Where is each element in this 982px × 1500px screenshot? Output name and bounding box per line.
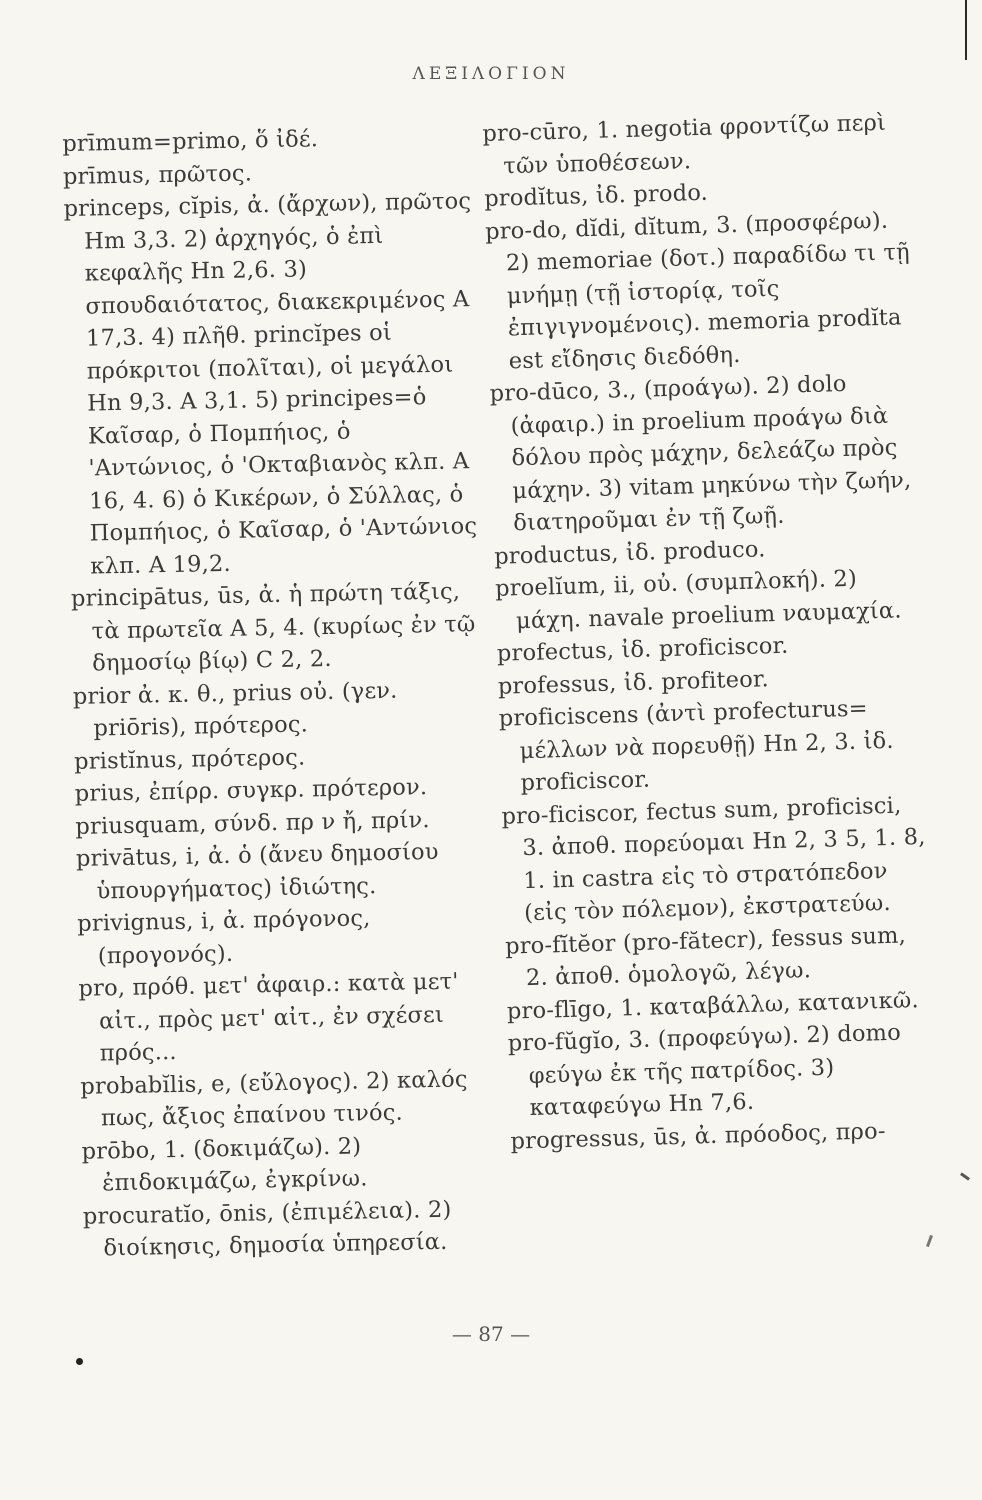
dictionary-entry: pro-ficiscor, fectus sum, proficisci, 3. ἀποθ. πορεύομαι Hn 2, 3 5, 1. 8, 1. in castra εἰς τὸ στρατόπεδον (εἰς τὸν πόλεμον), ἐκστρατεύω. — [501, 792, 926, 927]
page-header: ΛΕΞΙΛΟΓΙΟΝ — [412, 64, 570, 84]
dictionary-entry: profectus, ἰδ. proficiscor. — [496, 632, 789, 667]
dictionary-entry: progressus, ūs, ἀ. πρόοδος, προ- — [510, 1117, 886, 1155]
ink-dot — [76, 1358, 83, 1365]
margin-mark — [926, 1235, 933, 1247]
dictionary-entry: proelĭum, ii, οὐ. (συμπλοκή). 2) μάχη. navale proelium ναυμαχία. — [494, 565, 902, 634]
dictionary-entry: privignus, i, ἀ. πρόγονος, (προγονός). — [77, 905, 371, 969]
dictionary-entry: proficiscens (ἀντὶ profecturus= μέλλων νὰ πορευθῇ) Hn 2, 3. ἰδ. proficiscor. — [498, 695, 894, 797]
dictionary-entry: pro, πρόθ. μετ' ἀφαιρ.: κατὰ μετ' αἰτ., πρὸς μετ' αἰτ., ἐν σχέσει πρός... — [78, 968, 459, 1067]
dictionary-entry: prīmus, πρῶτος. — [62, 159, 253, 190]
dictionary-entry: principātus, ūs, ἀ. ἡ πρώτη τάξις, τὰ πρωτεῖα A 5, 4. (κυρίως ἐν τῷ δημοσίῳ βίῳ) C 2, 2. — [70, 578, 476, 677]
dictionary-entry: probabĭlis, e, (εὔλογος). 2) καλός πως, ἄξιος ἐπαίνου τινός. — [80, 1065, 468, 1132]
dictionary-entry: procuratĭo, ōnis, (ἐπιμέλεια). 2) διοίκησις, δημοσία ὑπηρεσία. — [82, 1196, 452, 1262]
page-number: — 87 — — [451, 1322, 531, 1346]
dictionary-entry: pro-fĭtĕor (pro-fătecr), fessus sum, 2. ἀποθ. ὁμολογῶ, λέγω. — [504, 921, 907, 992]
dictionary-entry: pro-dūco, 3., (προάγω). 2) dolo (ἀφαιρ.) in proelium προάγω διὰ δόλου πρὸς μάχην, δελεάζω πρὸς μάχην. 3) vitam μηκύνω τὴν ζωήν, διατηροῦμαι ἐν τῇ ζωῇ. — [489, 370, 912, 537]
dictionary-entry: prius, ἐπίρρ. συγκρ. πρότερον. — [74, 774, 428, 807]
dictionary-entry: prodĭtus, ἰδ. prodo. — [483, 179, 709, 212]
right-column — [482, 106, 939, 1158]
scan-edge-line — [965, 0, 967, 60]
dictionary-entry: prior ἀ. κ. θ., prius οὐ. (γεν. priōris), πρότερος. — [72, 677, 398, 742]
dictionary-entry: professus, ἰδ. profiteor. — [497, 665, 770, 700]
margin-mark — [960, 1172, 970, 1180]
dictionary-entry: princeps, cĭpis, ἀ. (ἄρχων), πρῶτος Hm 3,3. 2) ἀρχηγός, ὁ ἐπὶ κεφαλῆς Hn 2,6. 3) σπουδαιότατος, διακεκριμένος A 17,3. 4) πλῆθ. princĭpes οἱ πρόκριτοι (πολῖται), οἱ μεγάλοι Hn 9,3. A 3,1. 5) principes=ὁ Καῖσαρ, ὁ Πομπήιος, ὁ 'Αντώνιος, ὁ 'Οκταβιανὸς κλπ. A 16, 4. 6) ὁ Κικέρων, ὁ Σύλλας, ὁ Πομπήιος, ὁ Καῖσαρ, ὁ 'Αντώνιος κλπ. A 19,2. — [63, 188, 478, 580]
dictionary-entry: prīmum=primo, ὅ ἰδέ. — [62, 126, 319, 157]
dictionary-entry: pro-flīgo, 1. καταβάλλω, κατανικῶ. — [506, 986, 920, 1025]
dictionary-entry: priusquam, σύνδ. πρ ν ἤ, πρίν. — [75, 806, 430, 840]
dictionary-entry: pro-fŭgĭo, 3. (προφεύγω). 2) domo φεύγω ἐκ τῆς πατρίδος. 3) καταφεύγω Hn 7,6. — [507, 1019, 902, 1122]
dictionary-entry: privātus, i, ἀ. ὁ (ἄνευ δημοσίου ὑπουργήματος) ἰδιώτης. — [75, 838, 439, 904]
dictionary-entry: pristĭnus, πρότερος. — [73, 743, 306, 775]
dictionary-entry: productus, ἰδ. produco. — [493, 535, 766, 570]
dictionary-entry: prōbo, 1. (δοκιμάζω). 2) ἐπιδοκιμάζω, ἐγκρίνω. — [81, 1132, 368, 1197]
dictionary-entry: pro-cūro, 1. negotia φροντίζω περὶ τῶν ὑποθέσεων. — [482, 109, 887, 179]
dictionary-entry: pro-do, dĭdi, dĭtum, 3. (προσφέρω). 2) memoriae (δοτ.) παραδίδω τι τῇ μνήμῃ (τῇ ἱστορίᾳ, τοῖς ἐπιγιγνομένοις). memoria prodĭta est εἴδησις διεδόθη. — [484, 207, 911, 374]
left-column — [62, 120, 494, 1265]
